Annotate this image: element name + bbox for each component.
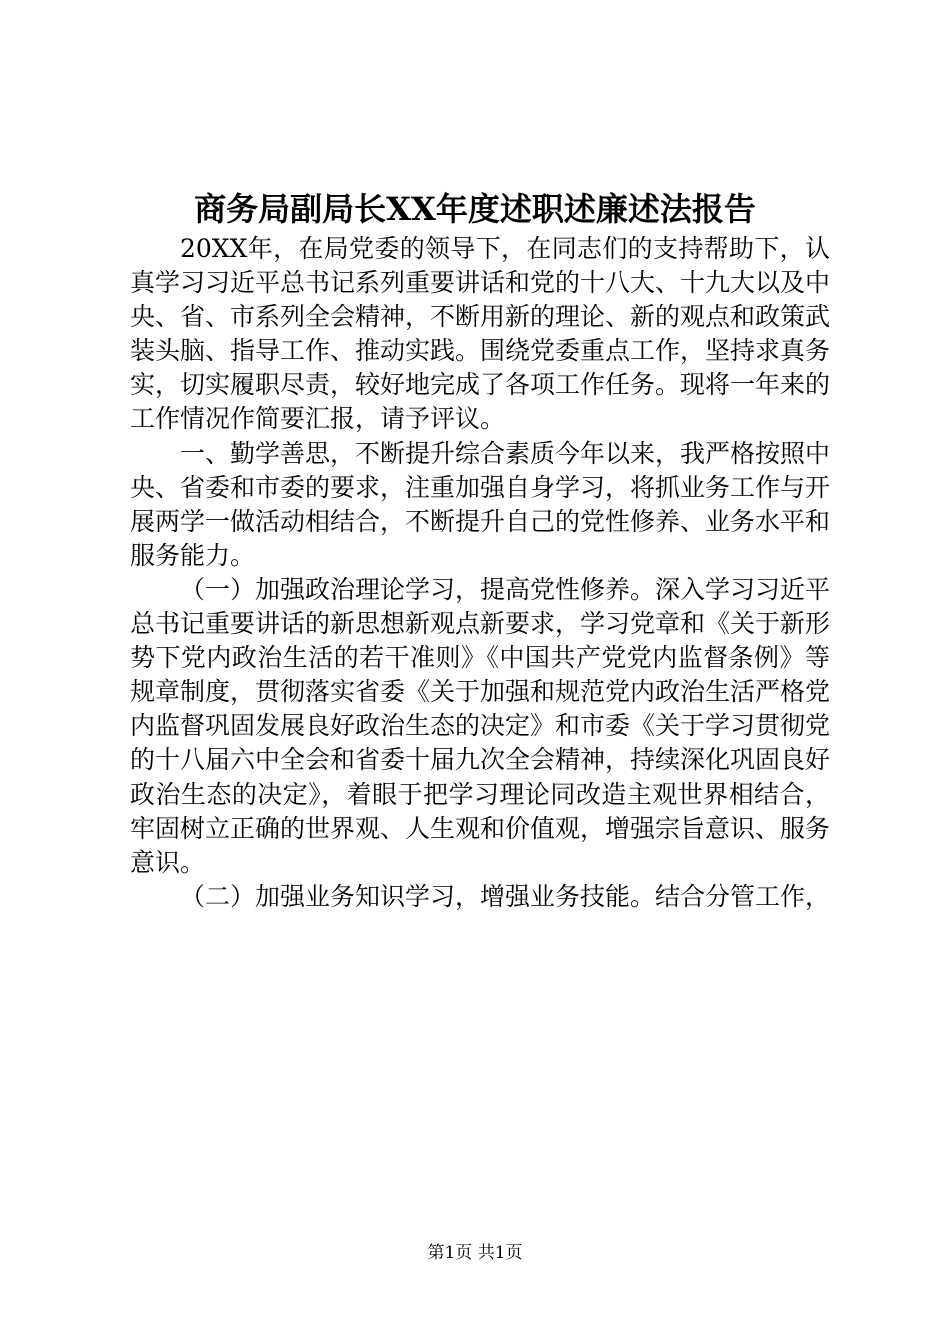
page-footer: 第1页 共1页: [427, 1243, 523, 1263]
document-title: 商务局副局长XX年度述职述廉述法报告: [194, 190, 756, 228]
document-body: [130, 232, 830, 914]
paragraph-intro: 20XX年，在局党委的领导下，在同志们的支持帮助下，认真学习习近平总书记系列重要讲话和党的十八大、十九大以及中央、省、市系列全会精神，不断用新的理论、新的观点和政策武装头脑、指导工作、推动实践。围绕党委重点工作，坚持求真务实，切实履职尽责，较好地完成了各项工作任务。现将一年来的工作情况作简要汇报，请予评议。: [130, 234, 831, 434]
paragraph-subsection-1: （一）加强政治理论学习，提高党性修养。深入学习习近平总书记重要讲话的新思想新观点新要求，学习党章和《关于新形势下党内政治生活的若干准则》《中国共产党党内监督条例》等规章制度，贯彻落实省委《关于加强和规范党内政治生活严格党内监督巩固发展良好政治生态的决定》和市委《关于学习贯彻党的十八届六中全会和省委十届九次全会精神，持续深化巩固良好政治生态的决定》，着眼于把学习理论同改造主观世界相结合，牢固树立正确的世界观、人生观和价值观，增强宗旨意识、服务意识。: [130, 574, 831, 877]
paragraph-subsection-2: （二）加强业务知识学习，增强业务技能。结合分管工作，: [180, 881, 831, 911]
paragraph-section-1: 一、勤学善思，不断提升综合素质今年以来，我严格按照中央、省委和市委的要求，注重加强自身学习，将抓业务工作与开展两学一做活动相结合，不断提升自己的党性修养、业务水平和服务能力。: [130, 438, 831, 570]
